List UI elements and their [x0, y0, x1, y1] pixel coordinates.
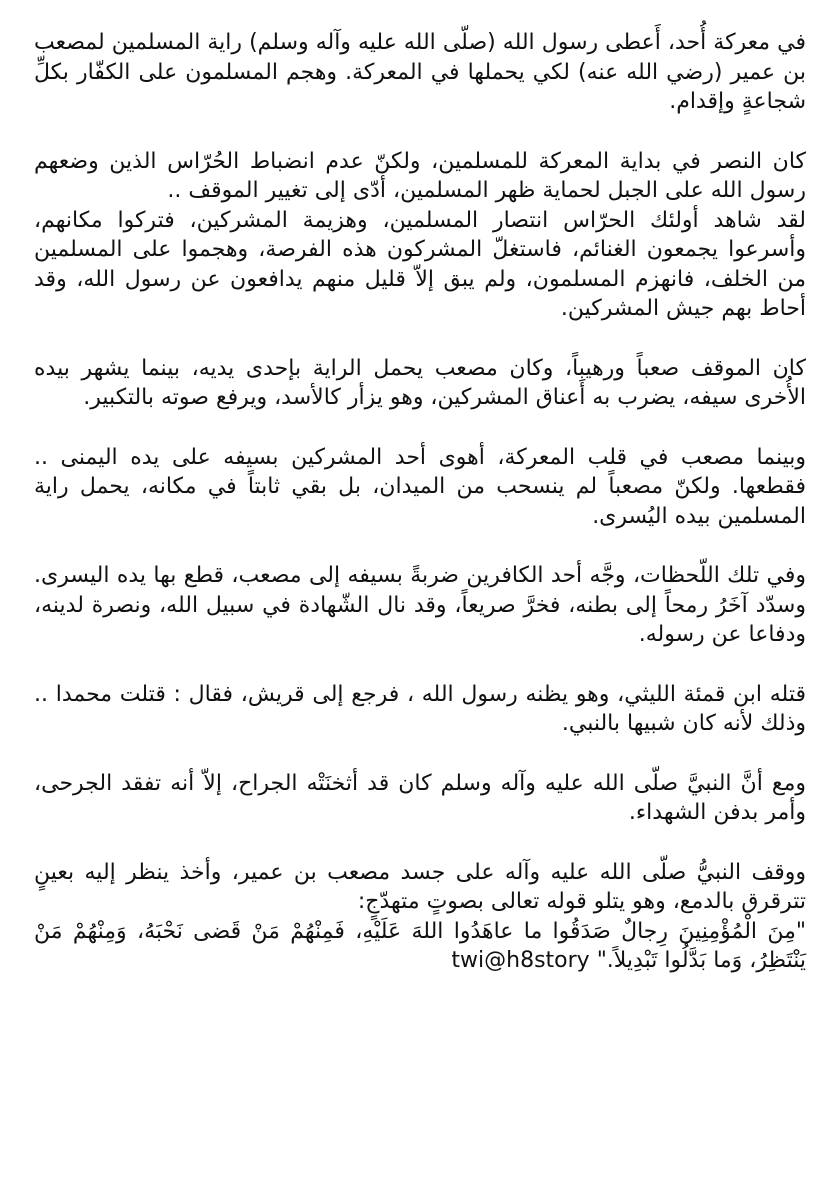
story-page	[34, 28, 806, 976]
paragraph-early-victory: كان النصر في بداية المعركة للمسلمين، ولكنّ عدم انضباط الحُرّاس الذين وضعهم رسول الله على الجبل لحماية ظهر المسلمين، أدّى إلى تغيير الموقف ..	[34, 148, 806, 203]
paragraph-martyrdom: وفي تلك اللّحظات، وجَّه أحد الكافرين ضربةً بسيفه إلى مصعب، قطع بها يده اليسرى. وسدّد آخَرُ رمحاً إلى بطنه، فخرَّ صريعاً، وقد نال الشّهادة في سبيل الله، ونصرة لدينه، ودفاعا عن رسوله.	[34, 563, 806, 647]
paragraph-right-hand-cut: وبينما مصعب في قلب المعركة، أهوى أحد المشركين بسيفه على يده اليمنى .. فقطعها. ولكنّ مصعباً لم ينسحب من الميدان، بل بقي ثابتاً في مكانه، يحمل راية المسلمين بيده اليُسرى.	[34, 444, 806, 529]
paragraph-prophet-mourns: ووقف النبيُّ صلّى الله عليه وآله على جسد مصعب بن عمير، وأخذ ينظر إليه بعينٍ تترقرق بالدمع، وهو يتلو قوله تعالى بصوتٍ متهدّجٍ:	[34, 859, 806, 914]
quran-quote-text: "مِنَ الْمُؤْمِنِينَ رِجالٌ صَدَقُوا ما عاهَدُوا اللهَ عَلَيْهِ، فَمِنْهُمْ مَنْ قَضى نَحْبَهُ، وَمِنْهُمْ مَنْ يَنْتَظِرُ، وَما بَدَّلُوا تَبْدِيلاً."	[34, 918, 806, 973]
twitter-handle: twi@h8story	[451, 948, 590, 973]
paragraph-ibn-qamia: قتله ابن قمئة الليثي، وهو يظنه رسول الله ، فرجع إلى قريش، فقال : قتلت محمدا .. وذلك لأنه كان شبيها بالنبي.	[34, 681, 806, 736]
quran-quote	[34, 917, 806, 976]
paragraph-mussab-fights: كان الموقف صعباً ورهيباً، وكان مصعب يحمل الراية بإحدى يديه، بينما يشهر بيده الأُخرى سيفه، يضرب به أَعناق المشركين، وهو يزأر كالأسد، ويرفع صوته بالتكبير.	[34, 355, 806, 410]
paragraph-guards-leave: لقد شاهد أولئك الحرّاس انتصار المسلمين، وهزيمة المشركين، فتركوا مكانهم، وأسرعوا يجمعون الغنائم، فاستغلّ المشركون هذه الفرصة، وهجموا على المسلمين من الخلف، فانهزم المسلمون، ولم يبق إلاّ قليل منهم يدافعون عن رسول الله، وقد أحاط بهم جيش المشركين.	[34, 207, 806, 321]
paragraph-battle-of-uhud: في معركة أُحد، أَعطى رسول الله (صلّى الله عليه وآله وسلم) راية المسلمين لمصعب بن عمير (رضي الله عنه) لكي يحملها في المعركة. وهجم المسلمون على الكفّار بكلِّ شجاعةٍ وإقدام.	[34, 30, 806, 114]
paragraph-prophet-wounded: ومع أنَّ النبيَّ صلّى الله عليه وآله وسلم كان قد أثخنَتْه الجراح، إلاّ أنه تفقد الجرحى، وأمر بدفن الشهداء.	[34, 770, 806, 825]
